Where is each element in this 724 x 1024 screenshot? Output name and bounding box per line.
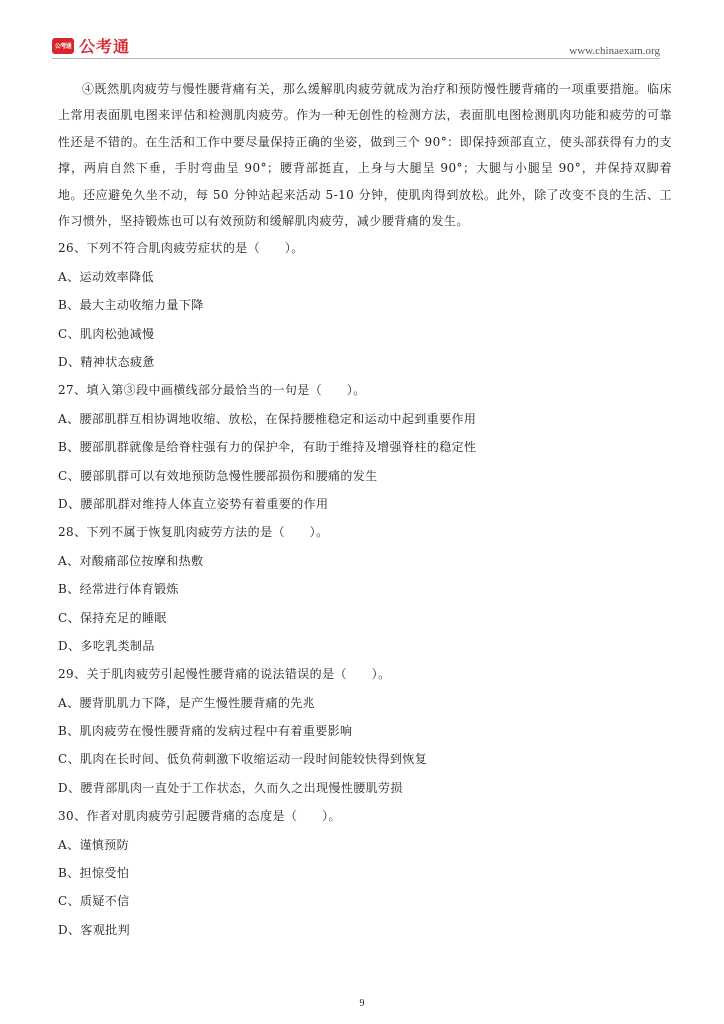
option-d: D、腰部肌群对维持人体直立姿势有着重要的作用 bbox=[58, 496, 329, 511]
question-stem: 26、下列不符合肌肉疲劳症状的是（ ）。 bbox=[58, 241, 304, 256]
option-d: D、多吃乳类制品 bbox=[58, 638, 155, 653]
question-28 bbox=[58, 518, 672, 660]
question-27 bbox=[58, 376, 672, 518]
page-number: 9 bbox=[359, 998, 365, 1009]
option-c: C、保持充足的睡眠 bbox=[58, 610, 167, 625]
option-a: A、运动效率降低 bbox=[58, 269, 154, 284]
question-26 bbox=[58, 234, 672, 376]
question-stem: 29、关于肌肉疲劳引起慢性腰背痛的说法错误的是（ ）。 bbox=[58, 667, 391, 682]
option-d: D、客观批判 bbox=[58, 922, 131, 937]
question-stem: 30、作者对肌肉疲劳引起腰背痛的态度是（ ）。 bbox=[58, 809, 341, 824]
option-b: B、肌肉疲劳在慢性腰背痛的发病过程中有着重要影响 bbox=[58, 724, 353, 739]
brand-logo[interactable] bbox=[52, 34, 130, 57]
site-url[interactable]: www.chinaexam.org bbox=[569, 45, 660, 57]
header-divider bbox=[52, 58, 660, 59]
option-b: B、腰部肌群就像是给脊柱强有力的保护伞，有助于维持及增强脊柱的稳定性 bbox=[58, 440, 477, 455]
logo-icon: 公考通 bbox=[52, 38, 74, 54]
option-a: A、腰背肌肌力下降，是产生慢性腰背痛的先兆 bbox=[58, 695, 316, 710]
option-c: C、腰部肌群可以有效地预防急慢性腰部损伤和腰痛的发生 bbox=[58, 468, 378, 483]
option-b: B、经常进行体育锻炼 bbox=[58, 582, 179, 597]
page-header bbox=[52, 34, 660, 58]
option-a: A、对酸痛部位按摩和热敷 bbox=[58, 553, 204, 568]
option-d: D、腰背部肌肉一直处于工作状态，久而久之出现慢性腰肌劳损 bbox=[58, 780, 403, 795]
question-stem: 28、下列不属于恢复肌肉疲劳方法的是（ ）。 bbox=[58, 525, 329, 540]
question-stem: 27、填入第③段中画横线部分最恰当的一句是（ ）。 bbox=[58, 383, 366, 398]
question-30 bbox=[58, 802, 672, 944]
logo-text: 公考通 bbox=[79, 37, 131, 56]
option-b: B、最大主动收缩力量下降 bbox=[58, 298, 204, 313]
option-d: D、精神状态疲惫 bbox=[58, 355, 155, 369]
passage-paragraph: ④既然肌肉疲劳与慢性腰背痛有关，那么缓解肌肉疲劳就成为治疗和预防慢性腰背痛的一项重要措施。临床上常用表面肌电图来评估和检测肌肉疲劳。作为一种无创性的检测方法，表面肌电图检测肌肉功能和疲劳的可靠性还是不错的。在生活和工作中要尽量保持正确的坐姿，做到三个 90°：即保持颈部直立，使头部获得有力的支撑，两肩自然下垂，手肘弯曲呈 90°；腰背部挺直，上身与大腿呈 90°；大腿与小腿呈 90°，并保持双脚着地。还应避免久坐不动，每 50 分钟站起来活动 5-10 分钟，使肌肉得到放松。此外，除了改变不良的生活、工作习惯外，坚持锻炼也可以有效预防和缓解肌肉疲劳，减少腰背痛的发生。 bbox=[58, 82, 672, 229]
option-c: C、肌肉松弛减慢 bbox=[58, 326, 155, 341]
option-a: A、腰部肌群互相协调地收缩、放松，在保持腰椎稳定和运动中起到重要作用 bbox=[58, 411, 477, 426]
option-b: B、担惊受怕 bbox=[58, 866, 130, 881]
question-29 bbox=[58, 660, 672, 802]
option-a: A、谨慎预防 bbox=[58, 837, 130, 852]
document-body bbox=[58, 76, 672, 944]
option-c: C、质疑不信 bbox=[58, 894, 130, 909]
option-c: C、肌肉在长时间、低负荷刺激下收缩运动一段时间能较快得到恢复 bbox=[58, 752, 428, 767]
